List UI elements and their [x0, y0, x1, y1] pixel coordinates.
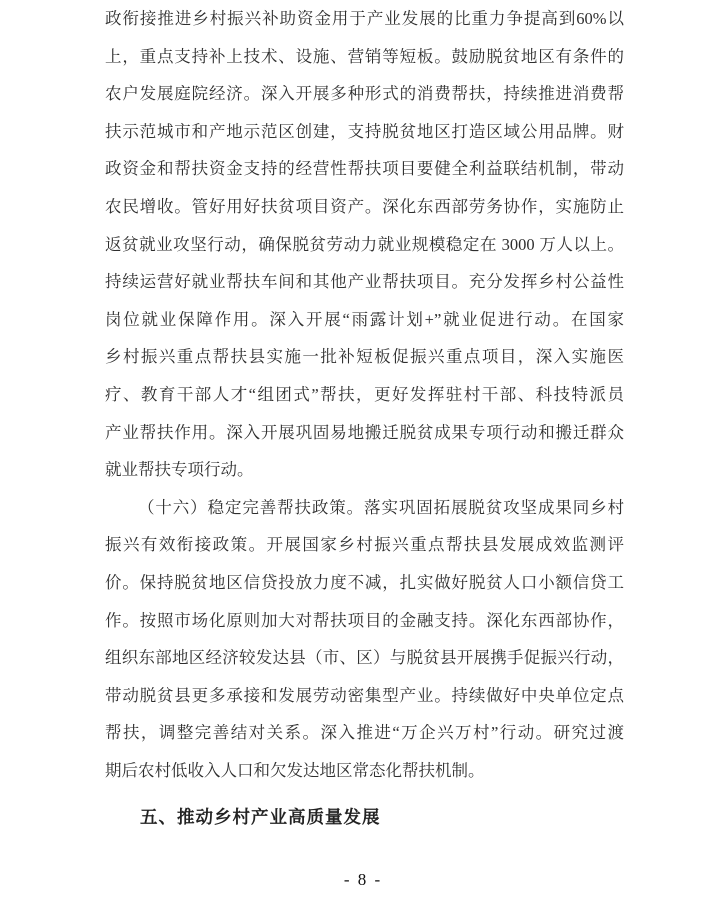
text-line: 扶示范城市和产地示范区创建，支持脱贫地区打造区域公用品牌。财 — [105, 121, 624, 141]
paragraph — [105, 0, 624, 489]
text-line: 振兴有效衔接政策。开展国家乡村振兴重点帮扶县发展成效监测评 — [105, 535, 624, 555]
text-line: （十六）稳定完善帮扶政策。落实巩固拓展脱贫攻坚成果同乡村 — [138, 497, 624, 517]
text-line: 产业帮扶作用。深入开展巩固易地搬迁脱贫成果专项行动和搬迁群众 — [105, 422, 624, 442]
text-line: 作。按照市场化原则加大对帮扶项目的金融支持。深化东西部协作， — [105, 610, 624, 630]
page-number: - 8 - — [343, 870, 383, 889]
text-line: 乡村振兴重点帮扶县实施一批补短板促振兴重点项目，深入实施医 — [105, 347, 624, 367]
text-line: 政衔接推进乡村振兴补助资金用于产业发展的比重力争提高到60%以 — [105, 9, 624, 28]
text-line: 就业帮扶专项行动。 — [105, 460, 254, 480]
text-line: 带动脱贫县更多承接和发展劳动密集型产业。持续做好中央单位定点 — [105, 685, 624, 705]
text-line: 持续运营好就业帮扶车间和其他产业帮扶项目。充分发挥乡村公益性 — [105, 272, 624, 292]
text-line: 返贫就业攻坚行动，确保脱贫劳动力就业规模稳定在 3000 万人以上。 — [105, 234, 624, 254]
text-line: 帮扶，调整完善结对关系。深入推进“万企兴万村”行动。研究过渡 — [105, 723, 624, 743]
paragraphs-container — [105, 0, 624, 789]
section-heading: 五、推动乡村产业高质量发展 — [140, 807, 381, 828]
text-line: 岗位就业保障作用。深入开展“雨露计划+”就业促进行动。在国家 — [105, 309, 624, 329]
text-line: 农户发展庭院经济。深入开展多种形式的消费帮扶，持续推进消费帮 — [105, 84, 624, 104]
text-line: 上，重点支持补上技术、设施、营销等短板。鼓励脱贫地区有条件的 — [105, 46, 624, 66]
body-text — [105, 0, 624, 837]
text-line: 疗、教育干部人才“组团式”帮扶，更好发挥驻村干部、科技特派员 — [105, 384, 624, 404]
text-line: 价。保持脱贫地区信贷投放力度不减，扎实做好脱贫人口小额信贷工 — [105, 572, 624, 592]
text-line: 政资金和帮扶资金支持的经营性帮扶项目要健全利益联结机制，带动 — [105, 159, 624, 179]
text-line: 期后农村低收入人口和欠发达地区常态化帮扶机制。 — [105, 760, 485, 780]
text-line: 组织东部地区经济较发达县（市、区）与脱贫县开展携手促振兴行动， — [105, 648, 624, 668]
paragraph — [105, 489, 624, 790]
text-line: 农民增收。管好用好扶贫项目资产。深化东西部劳务协作，实施防止 — [105, 196, 624, 216]
